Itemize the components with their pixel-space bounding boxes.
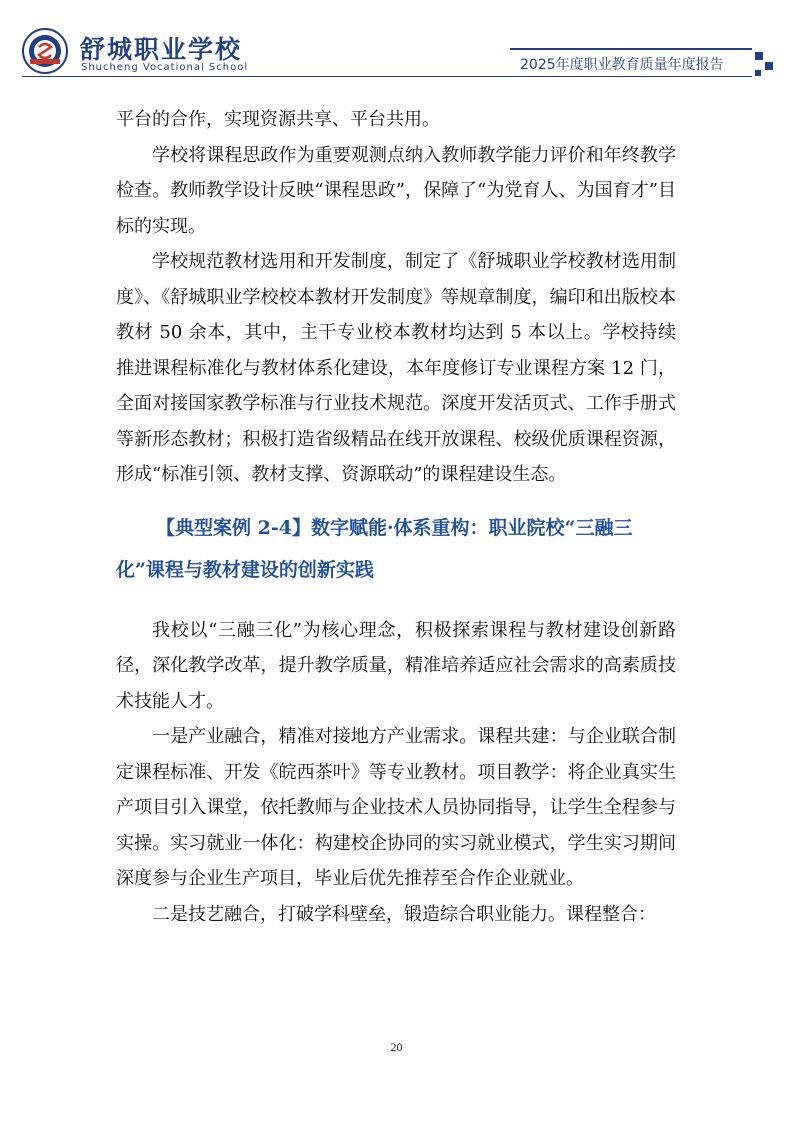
page-body	[116, 102, 676, 932]
header-divider	[22, 76, 752, 77]
header-top-rule	[510, 48, 752, 50]
paragraph: 学校规范教材选用和开发制度，制定了《舒城职业学校教材选用制度》、《舒城职业学校校本教材开发制度》等规章制度，编印和出版校本教材 50 余本，其中，主干专业校本教材均达到 5 本以上。学校持续推进课程标准化与教材体系化建设，本年度修订专业课程方案 12 门，全面对接国家教学标准与行业技术规范。深度开发活页式、工作手册式等新形态教材；积极打造省级精品在线开放课程、校级优质课程资源，形成“标准引领、教材支撑、资源联动”的课程建设生态。	[116, 251, 676, 485]
school-name-en: Shucheng Vocational School	[81, 62, 249, 73]
decor-square-icon	[755, 70, 761, 76]
case-paragraph: 二是技艺融合，打破学科壁垒，锻造综合职业能力。课程整合：	[152, 903, 656, 925]
page-header	[0, 0, 793, 80]
decor-square-icon	[765, 62, 773, 70]
paragraph: 平台的合作，实现资源共享、平台共用。	[116, 109, 440, 130]
school-emblem-icon	[22, 28, 68, 74]
case-title: 【典型案例 2-4】数字赋能·体系重构：职业院校“三融三化”课程与教材建设的创新实践	[116, 516, 633, 581]
case-paragraph: 我校以“三融三化”为核心理念，积极探索课程与教材建设创新路径，深化教学改革，提升教学质量，精准培养适应社会需求的高素质技术技能人才。	[116, 619, 676, 712]
case-paragraph: 一是产业融合，精准对接地方产业需求。课程共建：与企业联合制定课程标准、开发《皖西茶叶》等专业教材。项目教学：将企业真实生产项目引入课堂，依托教师与企业技术人员协同指导，让学生全程参与实操。实习就业一体化：构建校企协同的实习就业模式，学生实习期间深度参与企业生产项目，毕业后优先推荐至合作企业就业。	[116, 726, 676, 889]
page-number: 20	[390, 1040, 403, 1054]
school-name-cn: 舒城职业学校	[80, 35, 243, 64]
report-title: 2025年度职业教育质量年度报告	[520, 57, 724, 73]
decor-square-icon	[755, 52, 763, 60]
paragraph: 学校将课程思政作为重要观测点纳入教师教学能力评价和年终教学检查。教师教学设计反映“课程思政”，保障了“为党育人、为国育才”目标的实现。	[116, 144, 676, 237]
